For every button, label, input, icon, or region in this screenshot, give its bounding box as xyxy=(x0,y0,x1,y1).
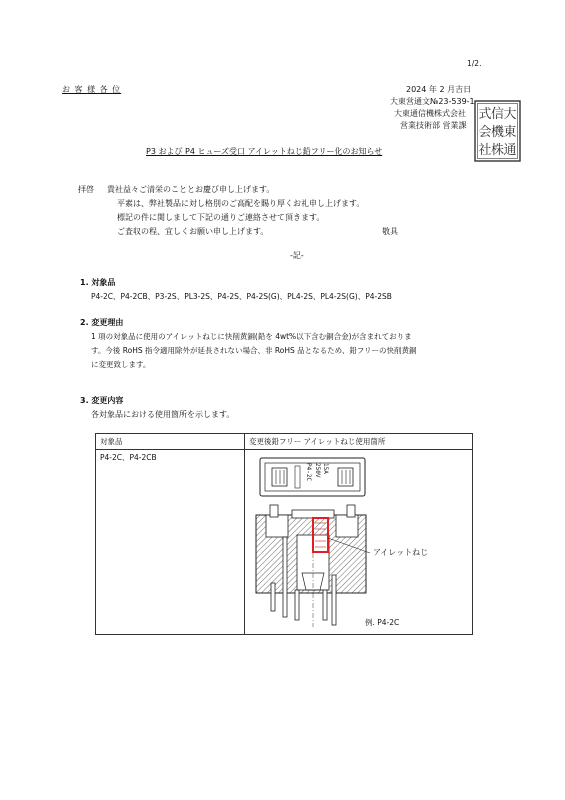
greeting-line-1: 貴社益々ご清栄のこととお慶び申し上げます。 xyxy=(107,185,275,194)
part-marking-text: 250V xyxy=(314,463,321,478)
section-view xyxy=(256,505,366,627)
haikei-label: 拝啓 xyxy=(78,185,94,194)
seal-char: 通 xyxy=(503,143,517,158)
eyelet-screw-highlight xyxy=(313,518,328,552)
seal-char: 信 xyxy=(490,107,505,122)
ki-heading: -記- xyxy=(290,251,304,260)
page-number: 1/2. xyxy=(467,59,482,68)
section-2-heading: 2. 変更理由 xyxy=(80,318,124,327)
document-title: P3 および P4 ヒューズ受口 アイレットねじ鉛フリー化のお知らせ xyxy=(146,147,383,156)
section-2-line-3: に変更致します。 xyxy=(91,360,151,369)
seal-char: 株 xyxy=(490,143,505,158)
seal-char: 機 xyxy=(490,125,505,140)
keigu-label: 敬具 xyxy=(382,227,398,236)
section-3-heading: 3. 変更内容 xyxy=(80,396,124,405)
part-marking-text: 15A xyxy=(322,463,329,474)
seal-char: 東 xyxy=(503,125,517,140)
company-name: 大東通信機株式会社 xyxy=(394,109,466,118)
seal-char: 社 xyxy=(478,143,492,158)
section-1-body: P4-2C、P4-2CB、P3-2S、PL3-2S、P4-2S、P4-2S(G)、PL4-2S、PL4-2S(G)、P4-2SB xyxy=(91,292,392,301)
section-2-line-1: 1 項の対象品に使用のアイレットねじに快削黄銅(鉛を 4wt%以下含む銅合金)が含まれておりま xyxy=(91,332,412,341)
table-header-product: 対象品 xyxy=(96,434,245,450)
department-name: 営業技術部 営業課 xyxy=(400,121,467,130)
section-3-body: 各対象品における使用箇所を示します。 xyxy=(91,410,235,419)
callout-eyelet-screw: アイレットねじ xyxy=(373,548,429,557)
table-header-row xyxy=(96,434,473,450)
table-header-location: 変更後鉛フリー アイレットねじ使用箇所 xyxy=(245,434,473,450)
example-caption: 例. P4-2C xyxy=(365,618,400,627)
table-cell-product: P4-2C、P4-2CB xyxy=(96,450,245,635)
greeting-line-3: 標記の件に関しまして下記の通りご連絡させて頂きます。 xyxy=(117,213,325,222)
addressee: お 客 様 各 位 xyxy=(62,85,122,94)
seal-char: 会 xyxy=(478,125,492,140)
company-seal-stamp xyxy=(474,100,521,162)
section-1-heading: 1. 対象品 xyxy=(80,278,116,287)
greeting-line-2: 平素は、弊社製品に対し格別のご高配を賜り厚くお礼申し上げます。 xyxy=(117,199,365,208)
fuse-holder-drawing xyxy=(252,455,467,630)
greeting-line-4: ご査収の程、宜しくお願い申し上げます。 xyxy=(117,227,269,236)
top-view xyxy=(260,458,365,496)
document-number: 大東営通文№23-539-1 xyxy=(390,97,475,106)
part-marking-text: P4-2C xyxy=(305,463,312,482)
seal-char: 大 xyxy=(503,107,517,122)
section-2-line-2: す。今後 RoHS 指令適用除外が延長されない場合、非 RoHS 品となるため、鉛フリーの快削黄銅 xyxy=(91,346,417,355)
issue-date: 2024 年 2 月吉日 xyxy=(406,85,472,94)
seal-char: 式 xyxy=(478,107,492,122)
